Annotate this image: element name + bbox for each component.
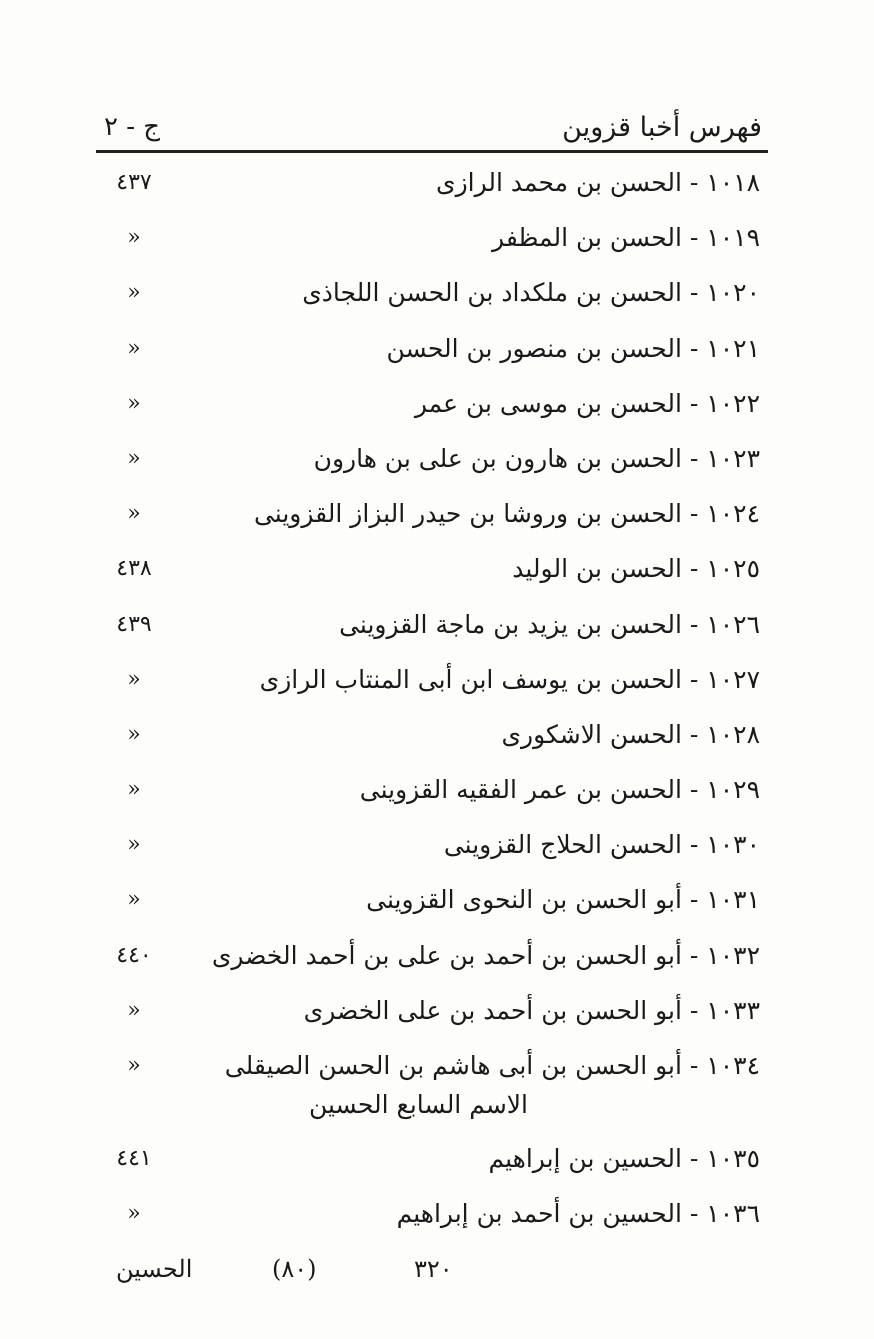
entry-name: ١٠٢٢ - الحسن بن موسى بن عمر [414, 388, 760, 418]
index-entry [96, 818, 768, 873]
entry-page-number: » [127, 1201, 141, 1227]
entry-name: ١٠٣٣ - أبو الحسن بن أحمد بن على الخضرى [303, 995, 760, 1025]
page-number: ٣٢٠ [414, 1255, 453, 1283]
index-entry [96, 266, 768, 321]
entry-page-number: » [127, 335, 141, 361]
entry-name: ١٠٢٤ - الحسن بن وروشا بن حيدر البزاز القزوينى [253, 499, 760, 529]
index-entry [96, 929, 768, 984]
entry-page-number: » [127, 777, 141, 803]
index-entry [96, 377, 768, 432]
entry-page-number: » [127, 225, 141, 251]
index-entry [96, 322, 768, 377]
entry-name: ١٠٢٥ - الحسن بن الوليد [512, 554, 760, 584]
index-entry [96, 598, 768, 653]
entry-page-number: » [127, 445, 141, 471]
entry-page-number: » [127, 721, 141, 747]
entry-page-number: » [127, 887, 141, 913]
running-title: فهرس أخبا قزوين [562, 112, 762, 143]
entry-name: ١٠٣١ - أبو الحسن بن النحوى القزوينى [366, 885, 760, 915]
sheet-number: (٨٠) [272, 1255, 317, 1283]
entry-name: ١٠٣٢ - أبو الحسن بن أحمد بن على بن أحمد الخضرى [211, 940, 760, 970]
entry-name: ١٠٢٣ - الحسن بن هارون بن على بن هارون [313, 443, 760, 473]
index-entry [96, 708, 768, 763]
entry-name: ١٠٣٥ - الحسين بن إبراهيم [488, 1144, 760, 1173]
entry-name: ١٠٢١ - الحسن بن منصور بن الحسن [386, 333, 760, 363]
index-entries [96, 156, 768, 1094]
header-rule [96, 150, 768, 153]
volume-label: ج - ٢ [104, 112, 161, 142]
entry-name: ١٠٣٤ - أبو الحسن بن أبى هاشم بن الحسن الصيقلى [224, 1051, 760, 1080]
running-header [96, 108, 768, 148]
index-entry [96, 763, 768, 818]
index-entry [96, 653, 768, 708]
entry-page-number: ٤٤١ [116, 1146, 152, 1171]
entry-name: ١٠١٨ - الحسن بن محمد الرازى [436, 168, 760, 197]
entry-name: ١٠٣٠ - الحسن الحلاج القزوينى [443, 830, 760, 860]
entry-name: ١٠٢٠ - الحسن بن ملكداد بن الحسن اللجاذى [302, 278, 760, 308]
entry-page-number: ٤٣٨ [116, 556, 152, 582]
index-entry [96, 156, 768, 211]
index-entry [96, 1187, 768, 1242]
index-entry [96, 1132, 768, 1187]
entry-page-number: » [127, 997, 141, 1023]
entry-page-number: » [127, 666, 141, 692]
index-entries-section [96, 1132, 768, 1242]
entry-page-number: ٤٤٠ [116, 942, 152, 968]
index-entry [96, 432, 768, 487]
entry-page-number: » [127, 1053, 141, 1078]
index-entry [96, 984, 768, 1039]
entry-name: ١٠٣٦ - الحسين بن أحمد بن إبراهيم [396, 1199, 760, 1229]
section-heading [96, 1086, 768, 1130]
entry-page-number: » [127, 390, 141, 416]
entry-name: ١٠٢٧ - الحسن بن يوسف ابن أبى المنتاب الرازى [259, 664, 760, 694]
entry-page-number: » [127, 280, 141, 306]
catchword: الحسين [116, 1255, 193, 1283]
entry-name: ١٠١٩ - الحسن بن المظفر [492, 223, 760, 253]
entry-name: ١٠٢٦ - الحسن بن يزيد بن ماجة القزوينى [339, 609, 760, 639]
entry-page-number: » [127, 501, 141, 527]
entry-name: ١٠٢٨ - الحسن الاشكورى [501, 719, 760, 749]
page-footer [96, 1255, 768, 1295]
entry-name: ١٠٢٩ - الحسن بن عمر الفقيه القزوينى [359, 775, 760, 805]
entry-page-number: ٤٣٩ [116, 611, 152, 637]
index-entry [96, 487, 768, 542]
entry-page-number: » [127, 832, 141, 858]
entry-page-number: ٤٣٧ [116, 170, 152, 195]
index-entry [96, 542, 768, 597]
index-entry [96, 873, 768, 928]
index-entry [96, 211, 768, 266]
section-heading-text: الاسم السابع الحسين [308, 1090, 528, 1119]
